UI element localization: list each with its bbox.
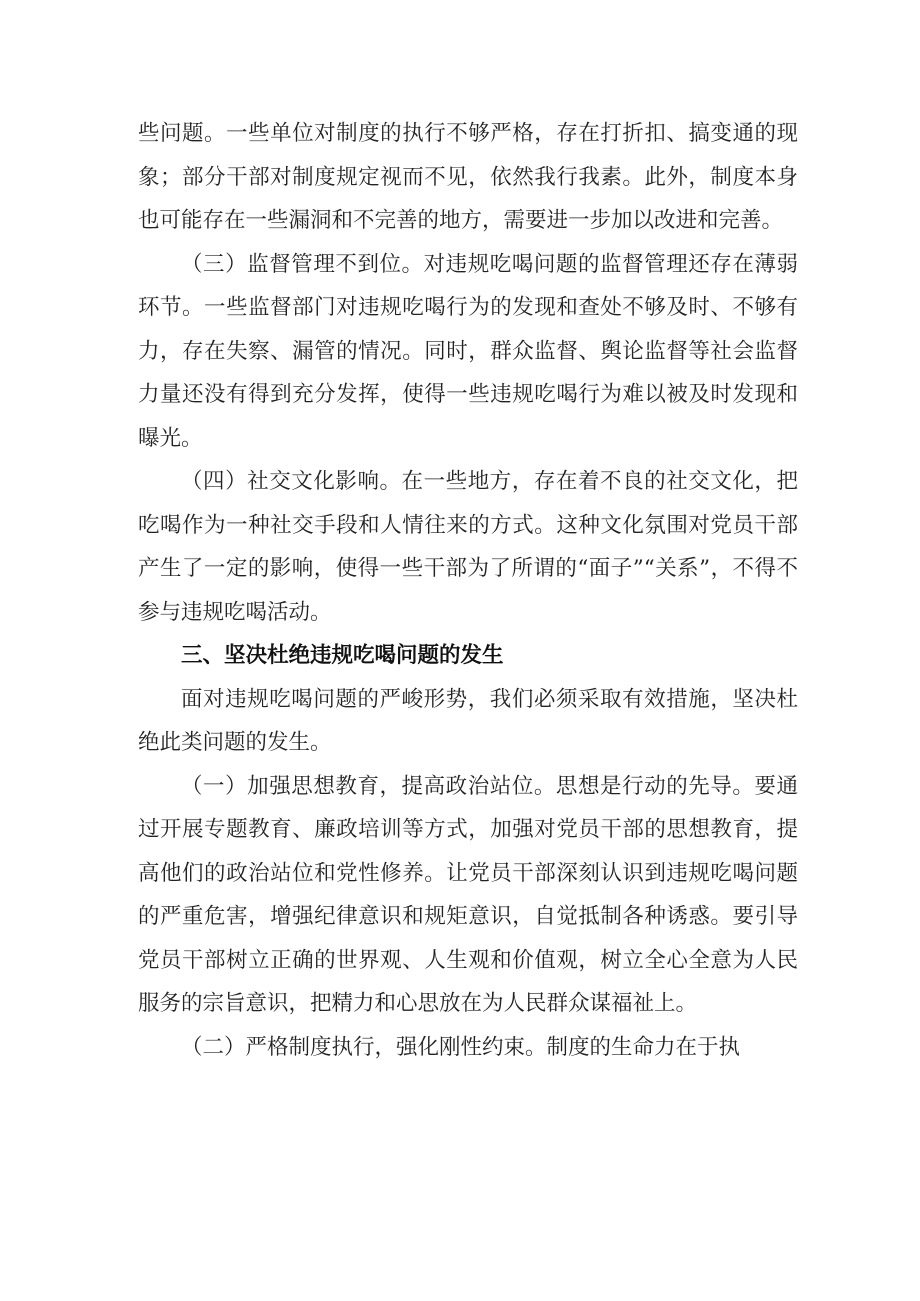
paragraph-education: （一）加强思想教育，提高政治站位。思想是行动的先导。要通过开展专题教育、廉政培训等方式，加强对党员干部的思想教育，提高他们的政治站位和党性修养。让党员干部深刻认识到违规吃喝问题的严重危害，增强纪律意识和规矩意识，自觉抵制各种诱惑。要引导党员干部树立正确的世界观、人生观和价值观，树立全心全意为人民服务的宗旨意识，把精力和心思放在为人民群众谋福祉上。 xyxy=(138,773,798,1016)
paragraph-social-culture: （四）社交文化影响。在一些地方，存在着不良的社交文化，把吃喝作为一种社交手段和人情往来的方式。这种文化氛围对党员干部产生了一定的影响，使得一些干部为了所谓的“面子”“关系”，不得不参与违规吃喝活动。 xyxy=(138,469,798,625)
paragraph-system-execution: （二）严格制度执行，强化刚性约束。制度的生命力在于执 xyxy=(181,1034,741,1060)
paragraph-intro: 面对违规吃喝问题的严峻形势，我们必须采取有效措施，坚决杜绝此类问题的发生。 xyxy=(138,686,798,755)
section-heading: 三、坚决杜绝违规吃喝问题的发生 xyxy=(181,643,504,668)
paragraph-continuation: 些问题。一些单位对制度的执行不够严格，存在打折扣、搞变通的现象；部分干部对制度规定视而不见，依然我行我素。此外，制度本身也可能存在一些漏洞和不完善的地方，需要进一步加以改进和完善。 xyxy=(138,121,798,233)
paragraph-supervision: （三）监督管理不到位。对违规吃喝问题的监督管理还存在薄弱环节。一些监督部门对违规吃喝行为的发现和查处不够及时、不够有力，存在失察、漏管的情况。同时，群众监督、舆论监督等社会监督力量还没有得到充分发挥，使得一些违规吃喝行为难以被及时发现和曝光。 xyxy=(138,251,798,451)
document-body xyxy=(138,112,798,1069)
